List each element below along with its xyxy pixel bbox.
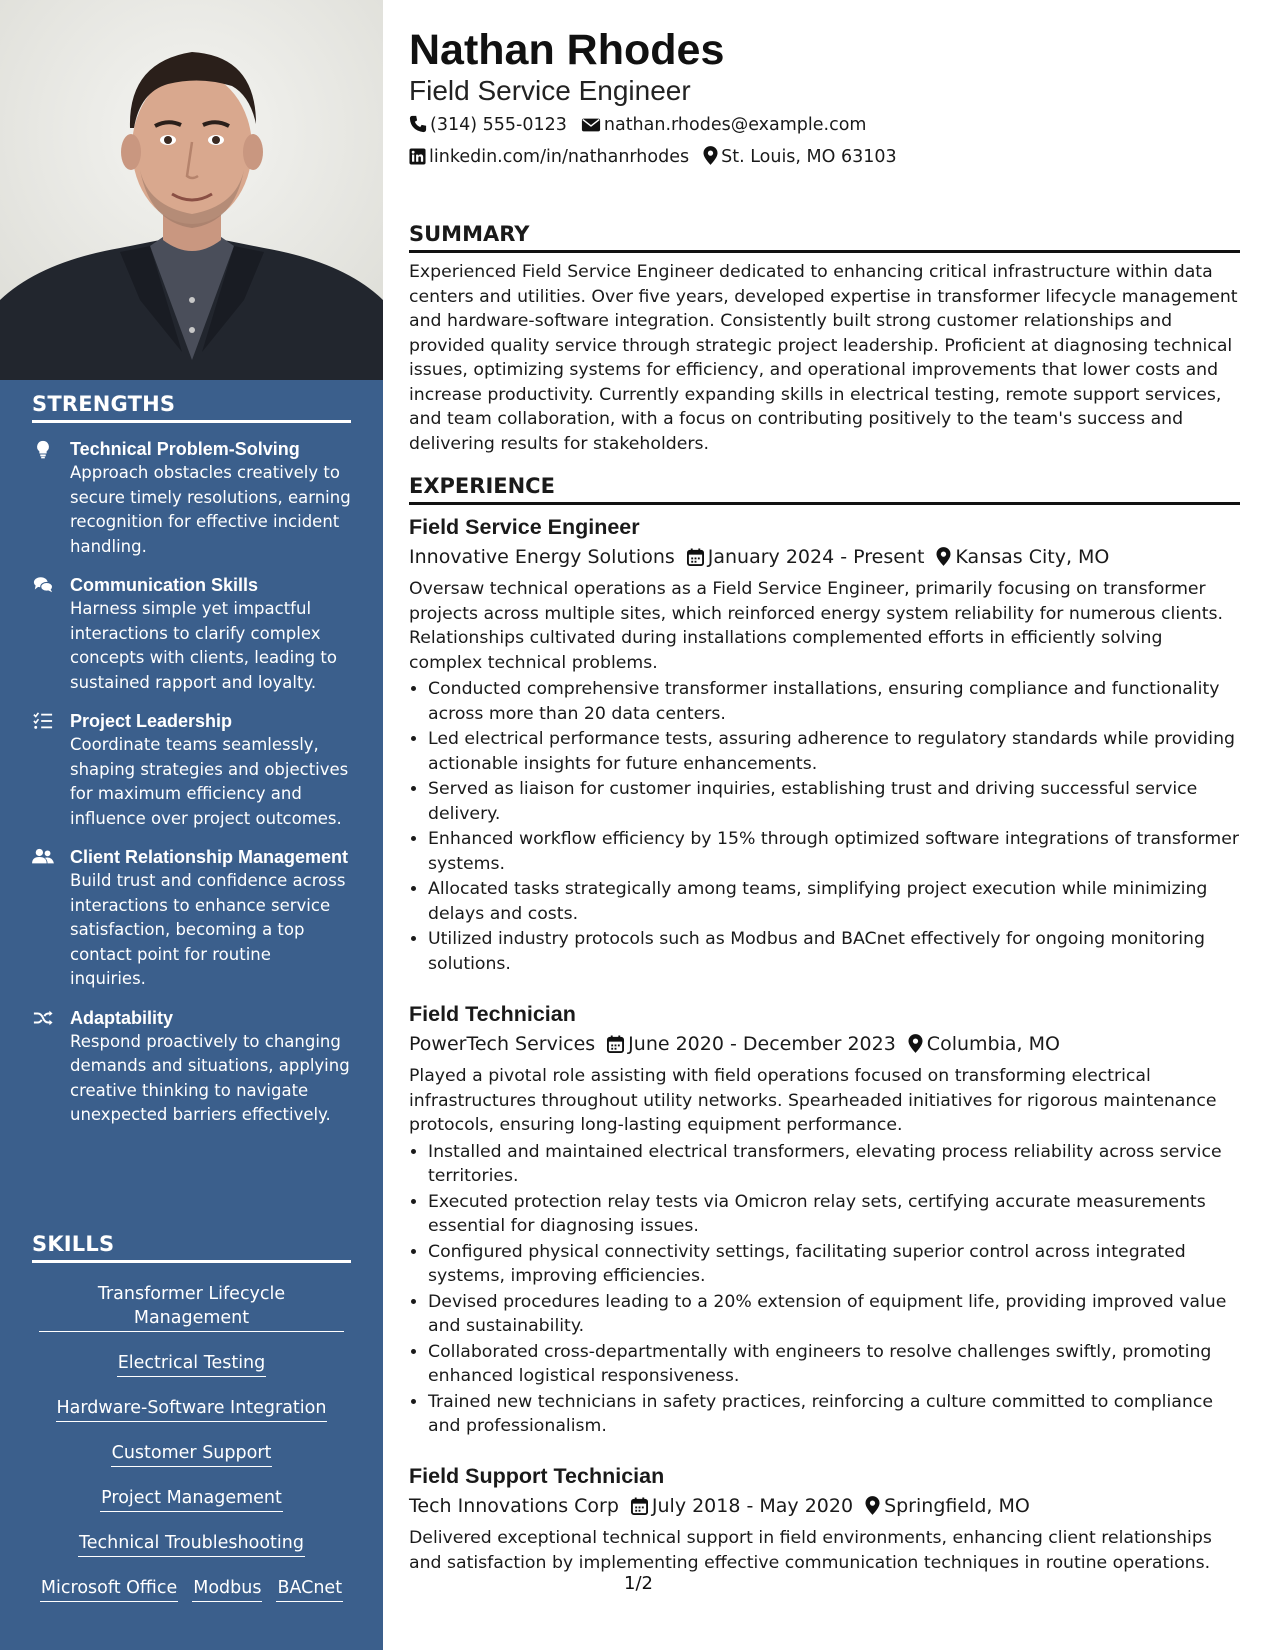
company-name: Innovative Energy Solutions [409, 546, 675, 568]
experience-entry [409, 1000, 1240, 1440]
skill-tag: Technical Troubleshooting [78, 1531, 305, 1557]
job-description: Oversaw technical operations as a Field Service Engineer, primarily focusing on transformer projects across multiple sites, which reinforced energy system reliability for numerous clients. Relationships cultivated during installations complemented efforts in efficiently solving complex technical problems. [409, 579, 1223, 673]
strength-title: Adaptability [70, 1007, 174, 1028]
strength-description: Respond proactively to changing demands and situations, applying creative thinking to navigate unexpected barriers effectively. [70, 1031, 350, 1124]
location: St. Louis, MO 63103 [721, 147, 897, 167]
summary-text: Experienced Field Service Engineer dedicated to enhancing critical infrastructure within data centers and utilities. Over five years, developed expertise in transformer lifecycle management and hardware-software integration. Consistently built strong customer relationships and provided quality service through strategic project leadership. Proficient at diagnosing technical issues, optimizing systems for efficiency, and operational improvements that lower costs and increase productivity. Currently expanding skills in electrical testing, remote support services, and team collaboration, with a focus on contributing positively to the team's success and delivering results for stakeholders. [409, 262, 1238, 454]
strength-description: Build trust and confidence across interactions to enhance service satisfaction, becoming a top contact point for routine inquiries. [70, 871, 346, 988]
job-location: Springfield, MO [884, 1495, 1030, 1517]
candidate-role: Field Service Engineer [409, 75, 691, 106]
strength-description: Harness simple yet impactful interactions to clarify complex concepts with clients, leading to sustained rapport and loyalty. [70, 599, 337, 692]
calendar-icon [687, 548, 704, 566]
strength-item [32, 845, 351, 992]
shuffle-icon [32, 1008, 54, 1028]
strength-item [32, 573, 351, 695]
job-bullet: • Collaborated cross-departmentally with engineers to resolve challenges swiftly, promoting enhanced logistical responsiveness. [428, 1340, 1240, 1389]
calendar-icon [607, 1035, 624, 1053]
strengths-heading: STRENGTHS [32, 392, 351, 423]
skill-tag: Project Management [100, 1486, 283, 1512]
page-indicator: 1/2 [624, 1573, 653, 1594]
profile-photo [0, 0, 383, 380]
strength-item [32, 1006, 351, 1128]
job-meta [409, 1030, 1240, 1058]
company-name: Tech Innovations Corp [409, 1495, 619, 1517]
company-name: PowerTech Services [409, 1033, 596, 1055]
skill-tag: Hardware-Software Integration [56, 1396, 328, 1422]
strength-title: Client Relationship Management [70, 847, 349, 867]
job-title: Field Service Engineer [409, 515, 640, 539]
job-bullet: • Trained new technicians in safety practices, reinforcing a culture committed to compliance and professionalism. [428, 1390, 1240, 1439]
job-bullet: • Allocated tasks strategically among teams, simplifying project execution while minimizing delays and costs. [428, 877, 1240, 926]
skills-section [32, 1232, 351, 1612]
skill-tag: BACnet [276, 1576, 343, 1602]
job-bullet: • Executed protection relay tests via Omicron relay sets, certifying accurate measurements essential for diagnosing issues. [428, 1190, 1240, 1239]
location-pin-icon [908, 1034, 923, 1053]
strength-item [32, 709, 351, 831]
summary-heading: SUMMARY [409, 220, 1240, 253]
job-location: Columbia, MO [926, 1033, 1060, 1055]
list-check-icon [32, 711, 54, 731]
calendar-icon [631, 1497, 648, 1515]
experience-entry [409, 513, 1240, 977]
job-bullets [409, 677, 1240, 976]
location-pin-icon [865, 1496, 880, 1515]
lightbulb-icon [32, 439, 54, 459]
chat-bubbles-icon [32, 575, 54, 595]
strength-title: Communication Skills [70, 575, 259, 595]
job-bullets [409, 1140, 1240, 1439]
portrait-illustration [0, 0, 383, 380]
job-bullet: • Installed and maintained electrical transformers, elevating process reliability across service territories. [428, 1140, 1240, 1189]
strengths-section [32, 392, 351, 1128]
skill-tag: Modbus [192, 1576, 262, 1602]
job-dates: June 2020 - December 2023 [628, 1033, 896, 1055]
experience-heading: EXPERIENCE [409, 472, 1240, 505]
job-title: Field Technician [409, 1002, 576, 1026]
contact-row-1 [409, 113, 866, 137]
strength-description: Coordinate teams seamlessly, shaping strategies and objectives for maximum efficiency and influence over project outcomes. [70, 735, 349, 828]
job-bullet: • Served as liaison for customer inquiries, establishing trust and driving successful service delivery. [428, 777, 1240, 826]
contact-row-2 [409, 145, 897, 169]
job-location: Kansas City, MO [955, 546, 1110, 568]
phone-icon [409, 115, 427, 133]
location-pin-icon [936, 547, 951, 566]
phone-number: (314) 555-0123 [430, 115, 567, 135]
skill-tag: Transformer Lifecycle Management [39, 1282, 344, 1332]
job-title: Field Support Technician [409, 1464, 665, 1488]
job-bullet: • Configured physical connectivity settings, facilitating superior control across integrated systems, improving efficiencies. [428, 1240, 1240, 1289]
strength-title: Project Leadership [70, 711, 233, 731]
strength-title: Technical Problem-Solving [70, 439, 300, 459]
experience-entry [409, 1462, 1240, 1575]
email-icon [581, 117, 601, 133]
job-bullet: • Enhanced workflow efficiency by 15% through optimized software integrations of transformer systems. [428, 827, 1240, 876]
candidate-name: Nathan Rhodes [409, 26, 725, 74]
skills-list [32, 1273, 351, 1612]
job-dates: January 2024 - Present [707, 546, 925, 568]
job-bullet: • Utilized industry protocols such as Modbus and BACnet effectively for ongoing monitoring solutions. [428, 927, 1240, 976]
job-bullet: • Devised procedures leading to a 20% extension of equipment life, providing improved value and sustainability. [428, 1290, 1240, 1339]
job-description: Delivered exceptional technical support in field environments, enhancing client relationships and satisfaction by implementing effective communication techniques in routine operations. [409, 1528, 1212, 1573]
skill-tag: Electrical Testing [117, 1351, 267, 1377]
location-pin-icon [703, 146, 718, 165]
job-meta [409, 543, 1240, 571]
users-icon [32, 847, 54, 867]
skills-heading: SKILLS [32, 1232, 351, 1263]
skill-tag: Customer Support [111, 1441, 273, 1467]
linkedin-url: linkedin.com/in/nathanrhodes [429, 147, 690, 167]
sidebar [0, 0, 383, 1650]
job-dates: July 2018 - May 2020 [651, 1495, 854, 1517]
job-bullet: • Led electrical performance tests, assuring adherence to regulatory standards while providing actionable insights for future enhancements. [428, 727, 1240, 776]
linkedin-icon [409, 148, 426, 165]
job-meta [409, 1492, 1240, 1520]
strength-item [32, 437, 351, 559]
email-address: nathan.rhodes@example.com [603, 115, 867, 135]
job-description: Played a pivotal role assisting with field operations focused on transforming electrical infrastructures throughout utility networks. Spearheaded initiatives for rigorous maintenance protocols, ensuring long-lasting equipment performance. [409, 1066, 1217, 1135]
job-bullet: • Conducted comprehensive transformer installations, ensuring compliance and functionality across more than 20 data centers. [428, 677, 1240, 726]
strength-description: Approach obstacles creatively to secure timely resolutions, earning recognition for effective incident handling. [70, 463, 351, 556]
skill-tag: Microsoft Office [40, 1576, 178, 1602]
